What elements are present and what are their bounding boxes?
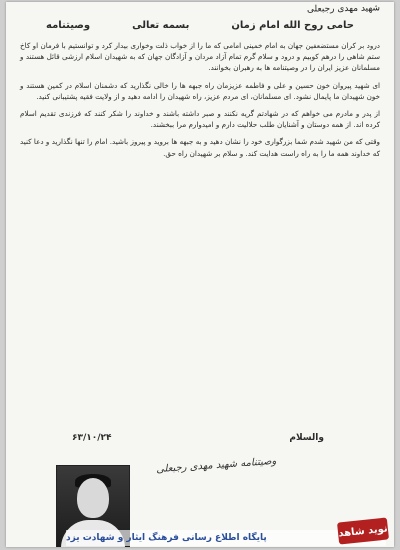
header-center-text: بسمه تعالی xyxy=(132,20,190,31)
paragraph-4: وقتی که من شهید شدم شما بزرگواری خود را نشان دهید و به جبهه ها بروید و پیروز باشید. امام را تنها نگذارید و دعا کنید که خداوند همه ما را به راه راست هدایت کند. و سلام بر شهیدان راه حق. xyxy=(20,137,380,158)
paragraph-3: از پدر و مادرم می خواهم که در شهادتم گریه نکنند و صبر داشته باشند و خداوند را شکر کنند که فرزندی تقدیم اسلام کرده اند. از همه دوستان و آشنایان طلب حلالیت دارم و امیدوارم مرا ببخشند. xyxy=(20,109,380,130)
signature: وصیتنامه شهید مهدی رجبعلی xyxy=(155,455,277,476)
will-document xyxy=(6,2,394,547)
document-header xyxy=(46,20,354,31)
site-logo: نوید شاهد xyxy=(337,517,389,544)
header-left-text: وصیتنامه xyxy=(46,20,91,31)
paragraph-1: درود بر کران مستضعفین جهان به امام خمینی امامی که ما را از خواب ذلت وخواری بیدار کرد و توانستیم با فرمان او کاخ ستم شاهی را درهم کوبیم و درود و سلام گرم تمام آزاد مردان و آزادگان جهان که به شهیدان اسلام ارزشی قائل هستند و مسلمانان عزیز ایران را در وصیتنامه ها به رهبران بخوانند. xyxy=(20,41,380,73)
header-right-text: حامی روح الله امام زمان xyxy=(231,20,354,31)
document-date: ۶۳/۱۰/۲۴ xyxy=(72,433,112,443)
closing-text: والسلام xyxy=(289,433,324,443)
watermark-banner: پایگاه اطلاع رسانی فرهنگ ایثار و شهادت یزد xyxy=(66,530,386,546)
handwritten-name-note: شهید مهدی رجبعلی xyxy=(306,3,381,15)
paragraph-2: ای شهید پیروان خون حسین و علی و فاطمه عزیزمان راه جبهه ها را خالی نگذارید که دشمنان اسلام در کمین هستند و خون شهیدان ما پایمال نشود. ای مسلمانان، ای مردم عزیز، راه شهیدان را ادامه دهید و از ولایت فقیه پشتیبانی کنید. xyxy=(20,80,380,101)
photo-face xyxy=(77,478,109,518)
document-body xyxy=(20,40,380,165)
